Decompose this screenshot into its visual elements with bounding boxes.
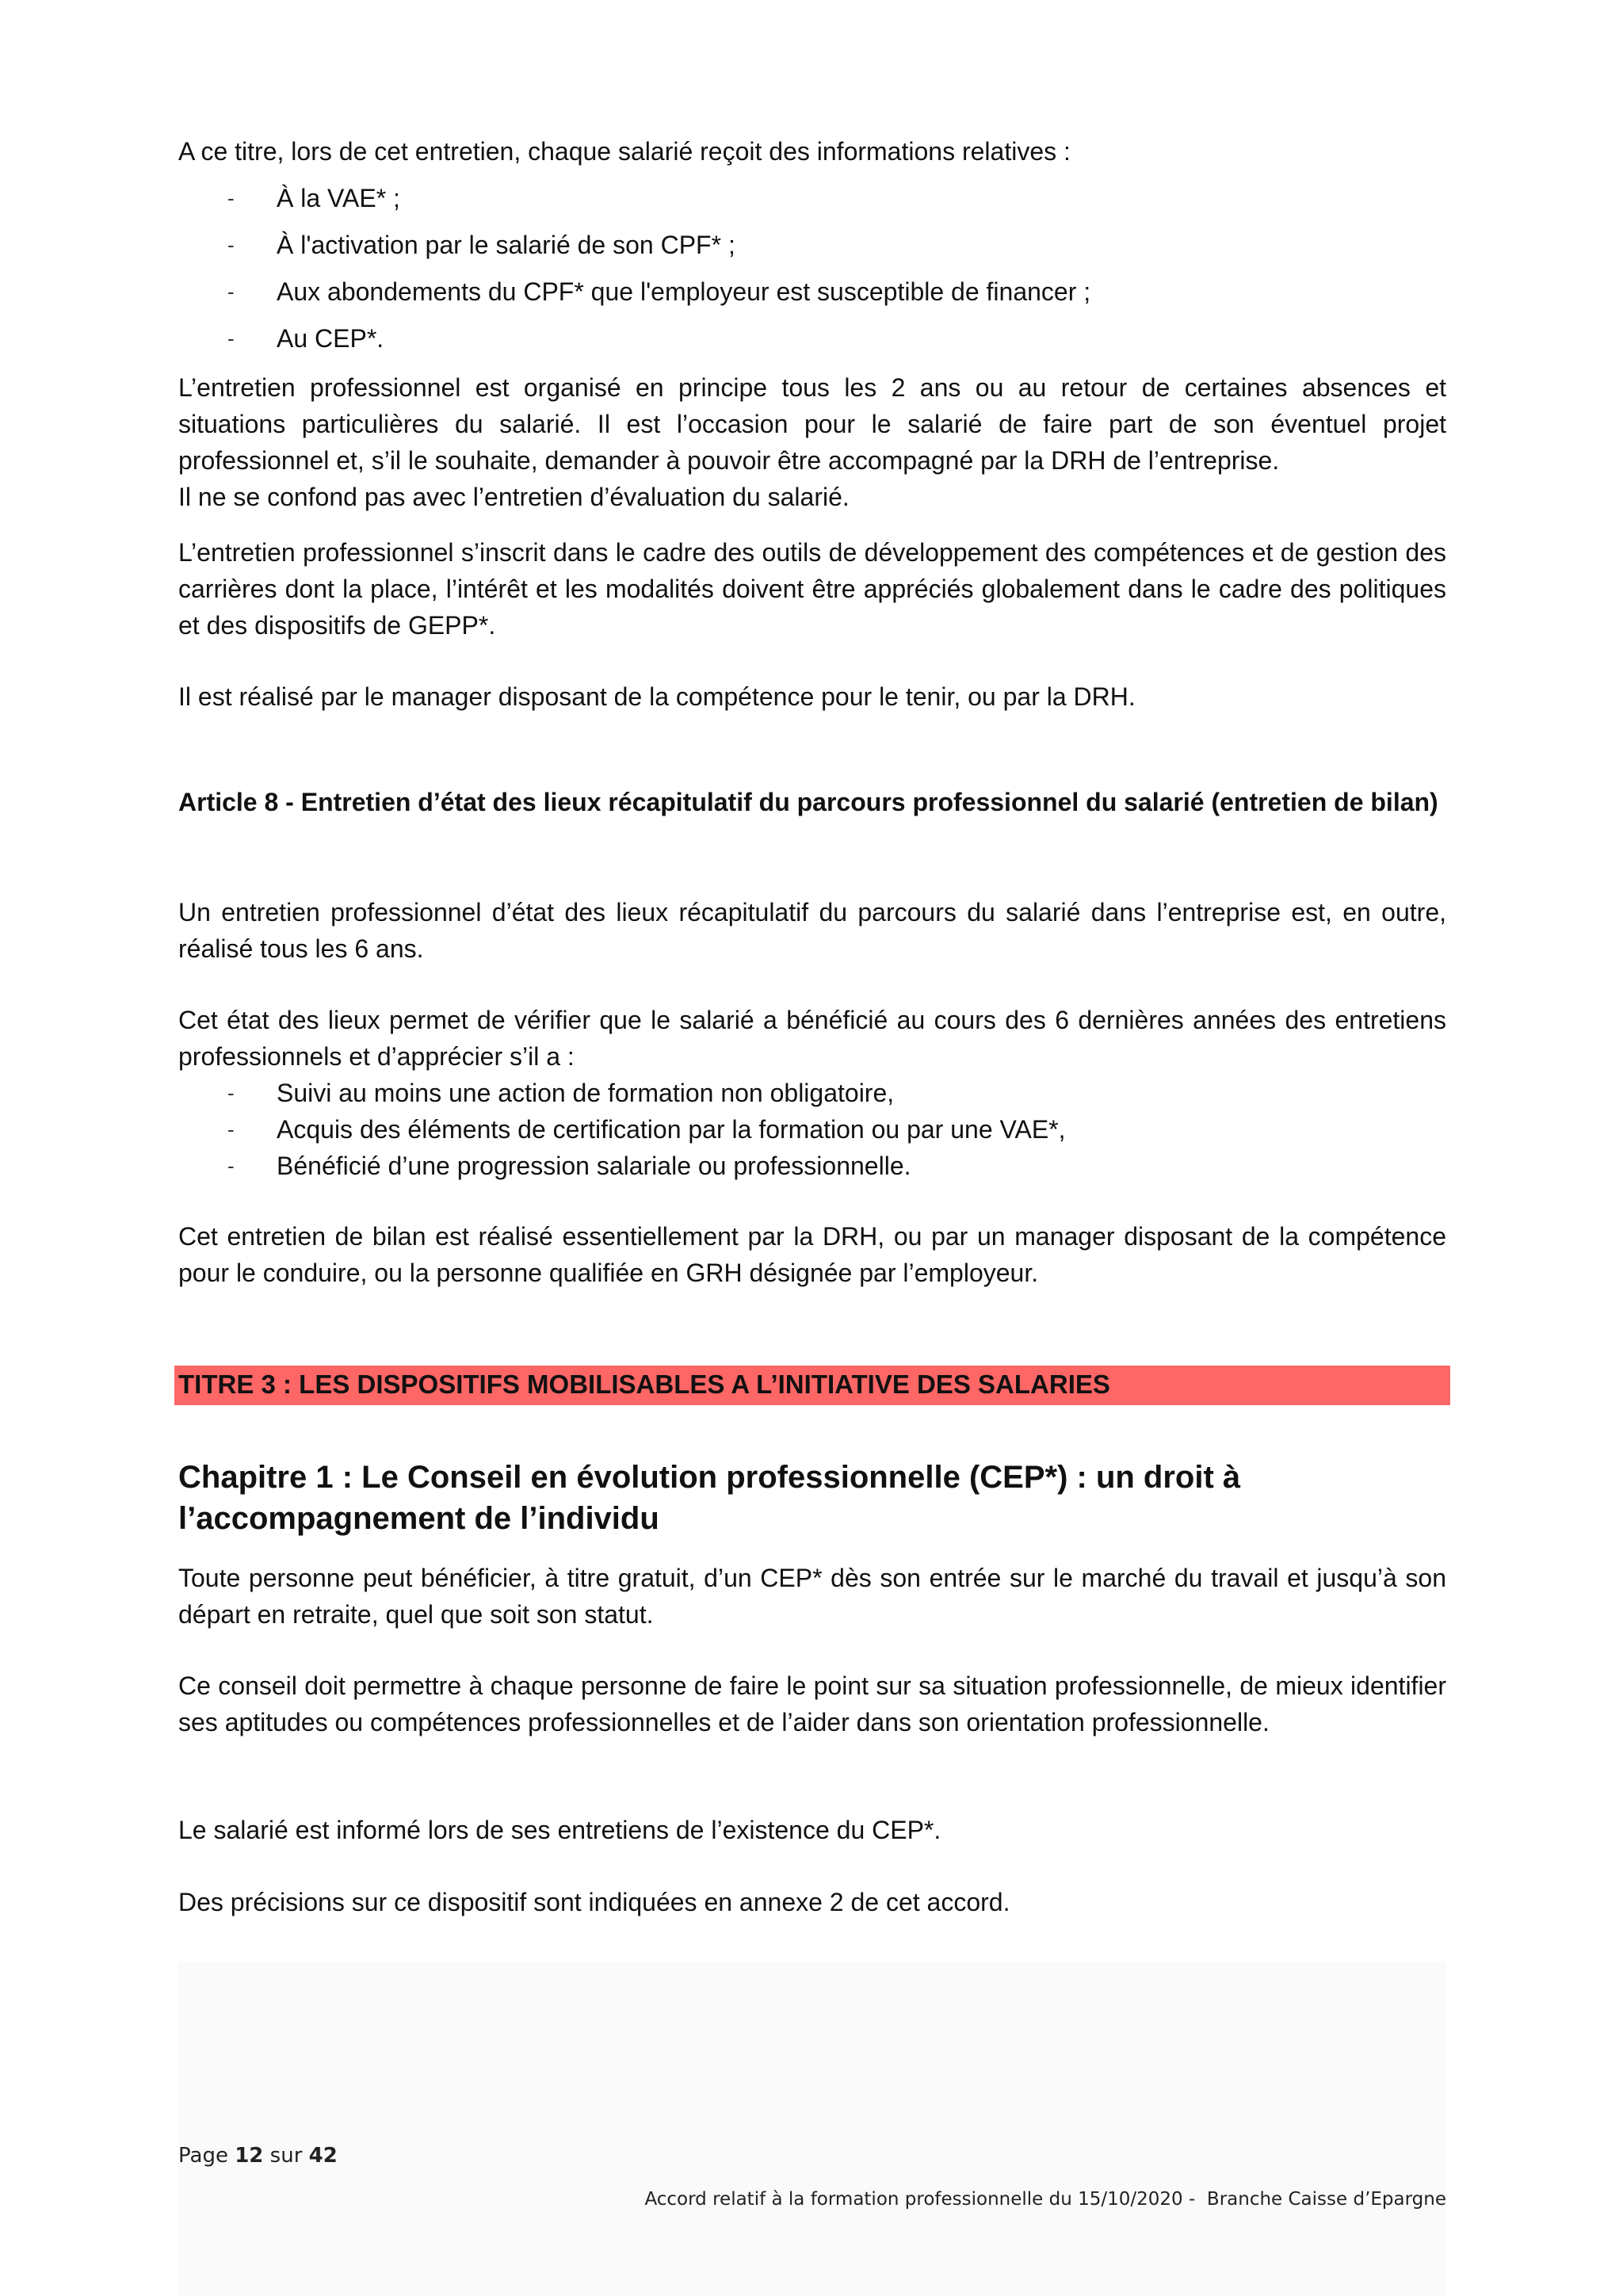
- list-item: - Aux abondements du CPF* que l'employeur est susceptible de financer ;: [178, 273, 1446, 310]
- list-item: - À l'activation par le salarié de son CPF* ;: [178, 227, 1446, 263]
- chapitre-1-paragraph-2: Ce conseil doit permettre à chaque personne de faire le point sur sa situation professionnelle, de mieux identifier ses aptitudes ou compétences professionnelles et de l’aider dans son orientation professionnelle.: [178, 1671, 1446, 1736]
- dash-bullet-icon: -: [227, 327, 235, 350]
- intro-lead: A ce titre, lors de cet entretien, chaque salarié reçoit des informations relatives :: [178, 137, 1071, 166]
- dash-bullet-icon: -: [227, 233, 235, 257]
- chapitre-1-paragraph-4: Des précisions sur ce dispositif sont indiquées en annexe 2 de cet accord.: [178, 1888, 1010, 1916]
- titre-3-heading: TITRE 3 : LES DISPOSITIFS MOBILISABLES A L’INITIATIVE DES SALARIES: [178, 1370, 1110, 1399]
- paragraph-manager: Il est réalisé par le manager disposant de la compétence pour le tenir, ou par la DRH.: [178, 682, 1136, 711]
- dash-bullet-icon: -: [227, 1117, 235, 1141]
- intro-bullet-list: [178, 180, 1446, 367]
- article-8-bullet-list: [178, 1075, 1446, 1184]
- list-item: - À la VAE* ;: [178, 180, 1446, 216]
- list-item: - Bénéficié d’une progression salariale ou professionnelle.: [178, 1148, 1446, 1184]
- chapitre-1-paragraph-1: Toute personne peut bénéficier, à titre gratuit, d’un CEP* dès son entrée sur le marché du travail et jusqu’à son départ en retraite, quel que soit son statut.: [178, 1564, 1446, 1629]
- page-number: Page 12 sur 42: [178, 2144, 338, 2168]
- list-item: - Acquis des éléments de certification par la formation ou par une VAE*,: [178, 1111, 1446, 1148]
- chapitre-1-heading: Chapitre 1 : Le Conseil en évolution professionnelle (CEP*) : un droit à l’accompagnement de l’individu: [178, 1460, 1241, 1536]
- dash-bullet-icon: -: [227, 280, 235, 304]
- article-8-paragraph-2: Cet état des lieux permet de vérifier que le salarié a bénéficié au cours des 6 dernières années des entretiens professionnels et d’apprécier s’il a :: [178, 1006, 1446, 1071]
- paragraph-outils-developpement: L’entretien professionnel s’inscrit dans le cadre des outils de développement des compétences et de gestion des carrières dont la place, l’intérêt et les modalités doivent être appréciés globalement dans le cadre des politiques et des dispositifs de GEPP*.: [178, 538, 1446, 640]
- article-8-paragraph-3: Cet entretien de bilan est réalisé essentiellement par la DRH, ou par un manager disposant de la compétence pour le conduire, ou la personne qualifiée en GRH désignée par l’employeur.: [178, 1222, 1446, 1287]
- list-item: - Suivi au moins une action de formation non obligatoire,: [178, 1075, 1446, 1111]
- paragraph-entretien-professionnel: L’entretien professionnel est organisé en principe tous les 2 ans ou au retour de certaines absences et situations particulières du salarié. Il est l’occasion pour le salarié de faire part de son éventuel projet professionnel et, s’il le souhaite, demander à pouvoir être accompagné par la DRH de l’entreprise. Il ne se confond pas avec l’entretien d’évaluation du salarié.: [178, 373, 1446, 511]
- chapitre-1-paragraph-3: Le salarié est informé lors de ses entretiens de l’existence du CEP*.: [178, 1816, 941, 1844]
- dash-bullet-icon: -: [227, 186, 235, 210]
- page-bottom-shade: [178, 1962, 1446, 2296]
- dash-bullet-icon: -: [227, 1081, 235, 1105]
- article-8-paragraph-1: Un entretien professionnel d’état des lieux récapitulatif du parcours du salarié dans l’entreprise est, en outre, réalisé tous les 6 ans.: [178, 898, 1446, 963]
- article-8-heading: Article 8 - Entretien d’état des lieux récapitulatif du parcours professionnel du salarié (entretien de bilan): [178, 788, 1438, 816]
- list-item: - Au CEP*.: [178, 320, 1446, 357]
- dash-bullet-icon: -: [227, 1154, 235, 1178]
- footer-accord-title: Accord relatif à la formation professionnelle du 15/10/2020 - Branche Caisse d’Epargne: [644, 2189, 1446, 2210]
